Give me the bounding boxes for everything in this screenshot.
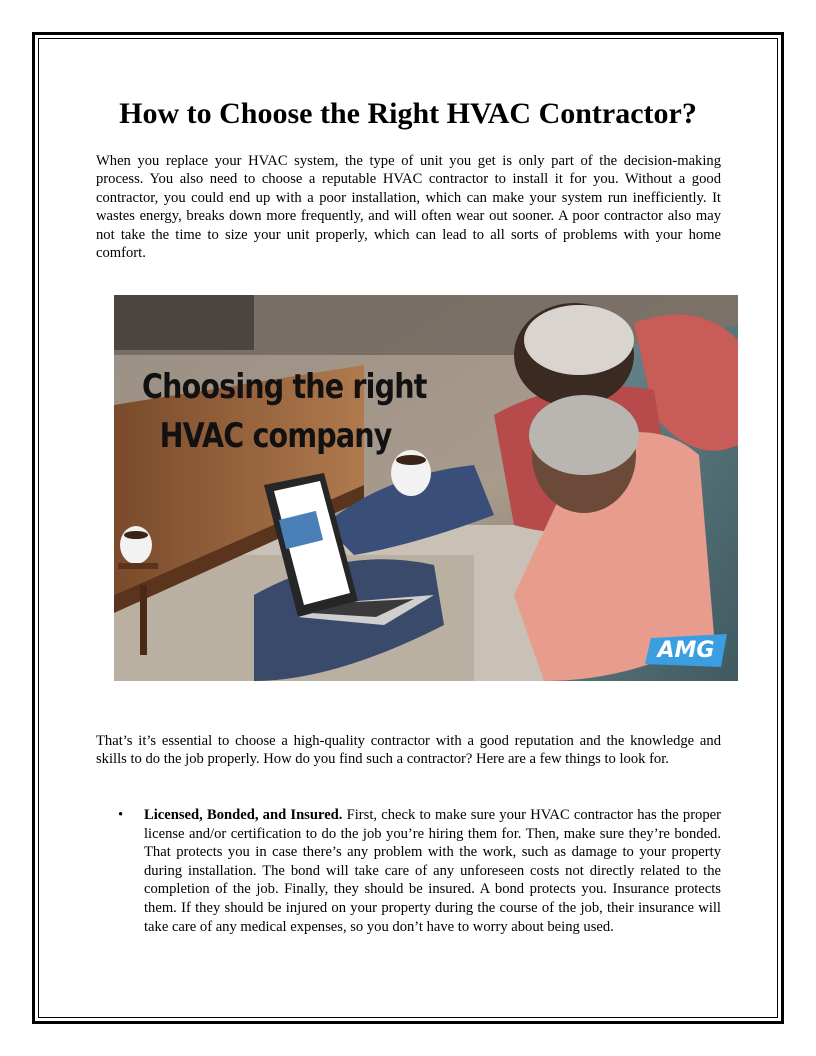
amg-logo-text: AMG <box>657 638 715 663</box>
amg-logo <box>645 634 727 667</box>
bullet-text: First, check to make sure your HVAC contractor has the proper license and/or certification to do the job you’re hiring them for. Then, make sure they’re bonded. That protects you in case there’s any problem with the work, such as damage to your property during installation. The bond will take care of any unforeseen costs not directly related to the completion of the job. Finally, they should be insured. A bond protects you. Insurance protects them. If they should be injured on your property during the course of the job, their insurance will take care of any medical expenses, so you don’t have to worry about being used. <box>144 807 721 935</box>
hero-heading <box>142 363 427 461</box>
bullet-marker: • <box>118 807 124 823</box>
intro-paragraph: When you replace your HVAC system, the type of unit you get is only part of the decision-making process. You also need to choose a reputable HVAC contractor to install it for you. Without a good contractor, you could end up with a poor installation, which can make your system run inefficiently. It wastes energy, breaks down more frequently, and will often wear out sooner. A poor contractor also may not take the time to size your unit properly, which can lead to all sorts of problems with your home comfort. <box>96 153 721 262</box>
hero-photo-illustration <box>114 295 738 681</box>
hero-heading-line-2: HVAC company <box>159 416 392 456</box>
list-item <box>96 806 721 936</box>
transition-paragraph: That’s it’s essential to choose a high-quality contractor with a good reputation and the knowledge and skills to do the job properly. How do you find such a contractor? Here are a few things to look for. <box>96 733 721 768</box>
bullet-lead: Licensed, Bonded, and Insured. <box>144 807 343 823</box>
hero-image <box>114 295 738 681</box>
document-title: How to Choose the Right HVAC Contractor? <box>119 97 697 130</box>
hero-heading-line-1: Choosing the right <box>142 367 427 407</box>
tips-list <box>96 806 721 936</box>
